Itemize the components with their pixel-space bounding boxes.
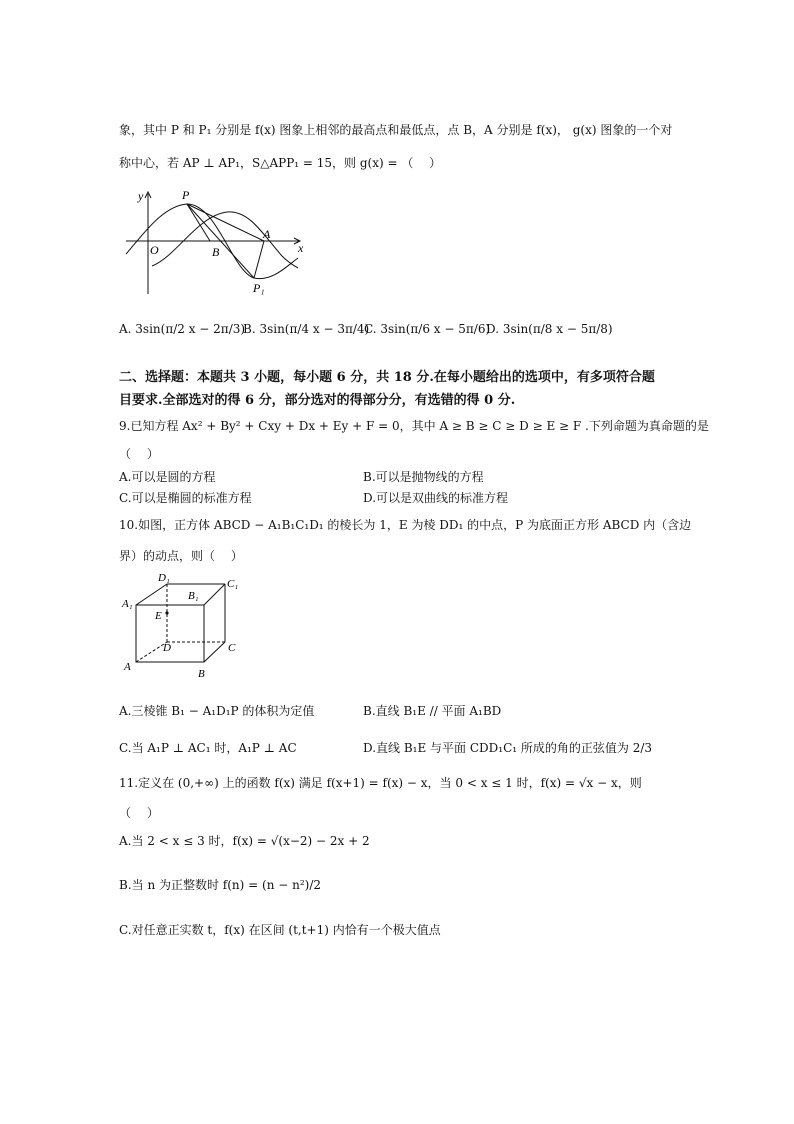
label-D1: D₁ (158, 572, 170, 584)
q8-line-1: 象，其中 P 和 P₁ 分别是 f(x) 图象上相邻的最高点和最低点，点 B，A 分别是 f(x)， g(x) 图象的一个对 (119, 123, 673, 137)
q11-option-b: B.当 n 为正整数时 f(n) = (n − n²)/2 (119, 878, 322, 892)
q8-line-2: 称中心，若 AP ⊥ AP₁，S△APP₁ = 15，则 g(x) = （ ） (119, 156, 442, 170)
label-origin: O (150, 243, 159, 257)
label-A: A (263, 227, 271, 241)
q10-option-d: D.直线 B₁E 与平面 CDD₁C₁ 所成的角的正弦值为 2/3 (363, 741, 653, 755)
label-y: y (138, 189, 144, 203)
label-C1: C₁ (227, 578, 239, 590)
label-B: B (198, 668, 205, 680)
label-P1: P₁ (253, 281, 265, 295)
q11-stem-line-2: （ ） (119, 806, 159, 820)
q9-stem-line-2: （ ） (119, 447, 159, 461)
q8-option-c: C. 3sin(π/6 x − 5π/6) (364, 322, 491, 336)
label-A1: A₁ (122, 598, 133, 610)
q8-option-a: A. 3sin(π/2 x − 2π/3) (119, 322, 246, 336)
q9-option-b: B.可以是抛物线的方程 (363, 470, 484, 484)
q10-option-c: C.当 A₁P ⊥ AC₁ 时，A₁P ⊥ AC (119, 741, 297, 755)
q8-option-d: D. 3sin(π/8 x − 5π/8) (486, 322, 613, 336)
q10-stem-line-2: 界）的动点，则（ ） (119, 549, 243, 563)
q11-option-c: C.对任意正实数 t，f(x) 在区间 (t,t+1) 内恰有一个极大值点 (119, 923, 441, 937)
label-P: P (182, 188, 190, 202)
cube-edges (136, 584, 225, 662)
q9-stem-line-1: 9.已知方程 Ax² + By² + Cxy + Dx + Ey + F = 0，其中 A ≥ B ≥ C ≥ D ≥ E ≥ F .下列命题为真命题的是 (119, 419, 709, 433)
q11-stem-line-1: 11.定义在 (0,+∞) 上的函数 f(x) 满足 f(x+1) = f(x) − x，当 0 < x ≤ 1 时，f(x) = √x − x，则 (119, 776, 642, 790)
q10-option-b: B.直线 B₁E // 平面 A₁BD (363, 704, 502, 718)
label-C: C (228, 642, 236, 654)
point-E (165, 611, 168, 614)
q9-option-d: D.可以是双曲线的标准方程 (363, 491, 509, 505)
q10-stem-line-1: 10.如图，正方体 ABCD − A₁B₁C₁D₁ 的棱长为 1，E 为棱 DD₁ 的中点，P 为底面正方形 ABCD 内（含边 (119, 518, 692, 532)
label-B1: B₁ (188, 590, 199, 602)
label-B: B (212, 245, 220, 259)
q9-option-c: C.可以是椭圆的标准方程 (119, 491, 252, 505)
label-E: E (155, 610, 162, 622)
curve-g (152, 212, 298, 268)
label-D: D (163, 642, 171, 654)
sine-graph-figure (122, 186, 308, 298)
q9-option-a: A.可以是圆的方程 (119, 470, 216, 484)
q8-option-b: B. 3sin(π/4 x − 3π/4) (243, 322, 370, 336)
section-2-line-2: 目要求.全部选对的得 6 分，部分选对的得部分分，有选错的得 0 分. (119, 393, 516, 408)
label-A: A (124, 661, 131, 673)
label-x: x (298, 241, 304, 255)
q11-option-a: A.当 2 < x ≤ 3 时，f(x) = √(x−2) − 2x + 2 (119, 834, 370, 848)
section-2-line-1: 二、选择题：本题共 3 小题，每小题 6 分，共 18 分.在每小题给出的选项中，有多项符合题 (119, 370, 655, 385)
cube-figure (120, 571, 250, 683)
q10-option-a: A.三棱锥 B₁ − A₁D₁P 的体积为定值 (119, 704, 315, 718)
